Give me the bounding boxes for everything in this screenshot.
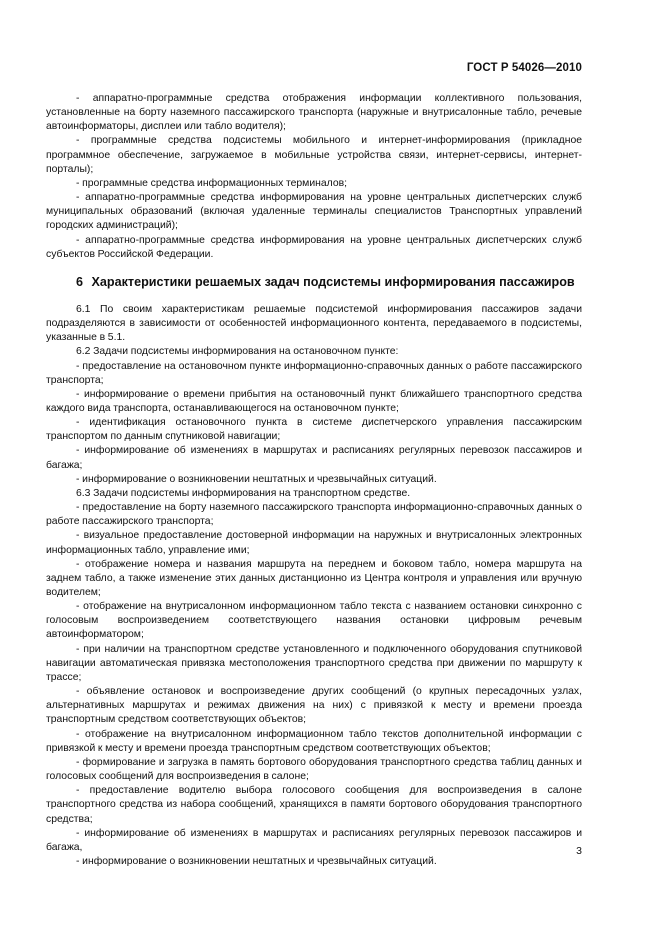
list-item: - объявление остановок и воспроизведение других сообщений (о крупных пересадочных узлах, альтернативных маршрутах и режимах движения на них) с привязкой к месту и времени проезда транспортным средством соответствующих объектов;	[46, 686, 582, 726]
intro-list	[46, 92, 582, 262]
section-title: Характеристики решаемых задач подсистемы информирования пассажиров	[91, 274, 575, 289]
list-item: - аппаратно-программные средства отображения информации коллективного пользования, установленные на борту наземного пассажирского транспорта (наружные и внутрисалонные табло, речевые автоинформаторы, дисплеи или табло водителя);	[46, 93, 582, 133]
standard-designation: ГОСТ Р 54026—2010	[466, 62, 582, 74]
list-item: - визуальное предоставление достоверной информации на наружных и внутрисалонных электронных информационных табло, управление ими;	[46, 530, 582, 556]
list-item: - отображение номера и названия маршрута на переднем и боковом табло, номера маршрута на заднем табло, а также изменение этих данных дистанционно из Центра контроля и управления или вручную водителем;	[46, 558, 582, 598]
list-item: - информирование об изменениях в маршрутах и расписаниях регулярных перевозок пассажиров и багажа;	[46, 445, 582, 471]
list-item: - предоставление на остановочном пункте информационно-справочных данных о работе пассажирского транспорта;	[46, 360, 582, 386]
list-item: - отображение на внутрисалонном информационном табло текста с названием остановки синхронно с голосовым воспроизведением соответствующего названия остановки цифровым речевым автоинформатором;	[46, 601, 582, 641]
list-item: - при наличии на транспортном средстве установленного и подключенного оборудования спутниковой навигации автоматическая привязка местоположения транспортного средства при движении по маршруту к трассе;	[46, 643, 582, 683]
list-item: - предоставление водителю выбора голосового сообщения для воспроизведения в салоне транспортного средства из набора сообщений, хранящихся в памяти бортового оборудования транспортного средства;	[46, 785, 582, 825]
list-item: - отображение на внутрисалонном информационном табло текстов дополнительной информации с привязкой к месту и времени проезда транспортным средством соответствующих объектов;	[46, 728, 582, 754]
list-item: - информирование о возникновении нештатных и чрезвычайных ситуаций.	[76, 473, 437, 485]
list-item: - идентификация остановочного пункта в системе диспетчерского управления пассажирским транспортом по данным спутниковой навигации;	[46, 417, 582, 443]
subsection-heading: 6.3 Задачи подсистемы информирования на транспортном средстве.	[76, 487, 411, 499]
list-item: - программные средства информационных терминалов;	[76, 177, 348, 189]
list-item: - информирование о времени прибытия на остановочный пункт ближайшего транспортного средства каждого вида транспорта, останавливающегося на остановочном пункте;	[46, 388, 582, 414]
subsection-heading: 6.2 Задачи подсистемы информирования на остановочном пункте:	[76, 346, 399, 358]
section-number: 6	[76, 274, 84, 289]
list-item: - аппаратно-программные средства информирования на уровне центральных диспетчерских служб муниципальных образований (включая удаленные терминалы специалистов Транспортных управлений городских администраций);	[46, 192, 582, 232]
list-item: - аппаратно-программные средства информирования на уровне центральных диспетчерских служб субъектов Российской Федерации.	[46, 234, 582, 260]
section-content	[46, 303, 582, 869]
paragraph: 6.1 По своим характеристикам решаемые подсистемой информирования пассажиров задачи подразделяются в зависимости от особенностей информационного контента, передаваемого в подсистемы, указанные в 5.1.	[46, 303, 582, 344]
list-item: - программные средства подсистемы мобильного и интернет-информирования (прикладное программное обеспечение, загружаемое в мобильные устройства связи, интернет-сервисы, интернет-порталы);	[46, 135, 582, 175]
list-item: - информирование о возникновении нештатных и чрезвычайных ситуаций.	[76, 855, 437, 867]
list-item: - информирование об изменениях в маршрутах и расписаниях регулярных перевозок пассажиров и багажа,	[46, 827, 582, 853]
document-body	[46, 92, 582, 869]
list-item: - предоставление на борту наземного пассажирского транспорта информационно-справочных данных о работе пассажирского транспорта;	[46, 502, 582, 528]
section-heading	[46, 274, 582, 290]
page-number: 3	[576, 845, 582, 857]
list-item: - формирование и загрузка в память бортового оборудования транспортного средства таблиц данных и голосовых сообщений для воспроизведения в салоне;	[46, 756, 582, 783]
